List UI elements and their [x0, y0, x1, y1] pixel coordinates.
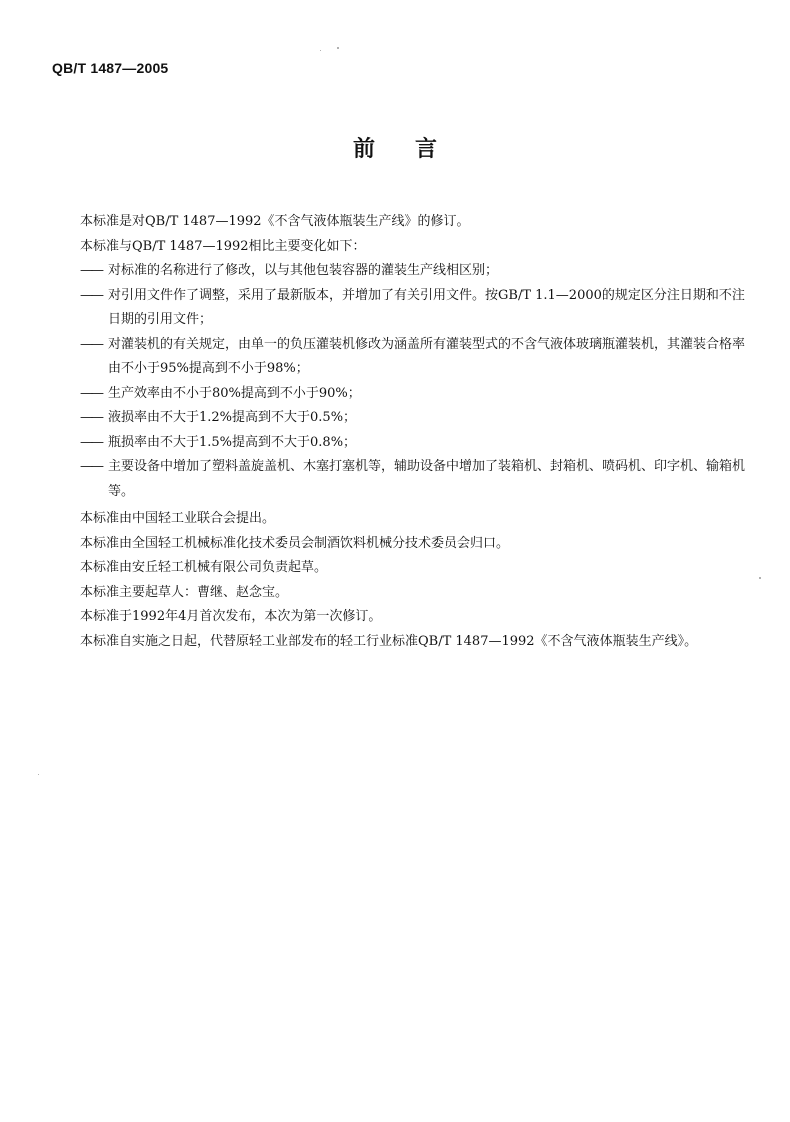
change-text: 液损率由不大于1.2%提高到不大于0.5%； — [108, 410, 357, 425]
change-item — [52, 333, 752, 382]
closing-section — [52, 507, 752, 654]
dash-mark: —— — [80, 263, 102, 278]
change-item — [52, 259, 752, 284]
dash-mark: —— — [80, 385, 102, 401]
closing-paragraph: 本标准于1992年4月首次发布，本次为第一次修订。 — [80, 609, 382, 624]
change-text: 主要设备中增加了塑料盖旋盖机、木塞打塞机等，辅助设备中增加了装箱机、封箱机、喷码机、印字机、输箱机等。 — [108, 459, 746, 499]
change-item — [52, 406, 752, 431]
change-item — [52, 455, 752, 504]
intro-paragraph: 本标准是对QB/T 1487—1992《不含气液体瓶装生产线》的修订。 — [80, 214, 470, 229]
change-text: 生产效率由不小于80%提高到不小于90%； — [108, 385, 361, 401]
scan-speck — [337, 47, 339, 49]
change-item — [52, 431, 752, 456]
dash-mark: —— — [80, 410, 102, 425]
change-text: 对标准的名称进行了修改，以与其他包装容器的灌装生产线相区别； — [108, 263, 499, 278]
change-item — [52, 382, 752, 407]
closing-paragraph: 本标准主要起草人：曹继、赵念宝。 — [80, 584, 289, 600]
closing-paragraph: 本标准由中国轻工业联合会提出。 — [80, 511, 276, 526]
dash-mark: —— — [80, 459, 102, 474]
closing-paragraph: 本标准由全国轻工机械标准化技术委员会制酒饮料机械分技术委员会归口。 — [80, 535, 510, 551]
dash-mark: —— — [80, 434, 102, 450]
page-title: 前言 — [352, 137, 477, 162]
change-text: 对引用文件作了调整，采用了最新版本，并增加了有关引用文件。按GB/T 1.1—2000的规定区分注日期和不注日期的引用文件； — [108, 287, 745, 327]
change-item — [52, 284, 752, 333]
dash-mark: —— — [80, 336, 102, 352]
intro-paragraph: 本标准与QB/T 1487—1992相比主要变化如下： — [80, 238, 366, 254]
intro-section — [52, 210, 752, 504]
change-text: 对灌装机的有关规定，由单一的负压灌装机修改为涵盖所有灌装型式的不含气液体玻璃瓶灌装机，其灌装合格率由不小于95%提高到不小于98%； — [108, 336, 746, 376]
scan-speck — [759, 577, 761, 579]
closing-paragraph: 本标准由安丘轻工机械有限公司负责起草。 — [80, 560, 328, 575]
scan-speck — [38, 774, 39, 775]
scan-speck — [320, 50, 321, 51]
closing-paragraph: 本标准自实施之日起，代替原轻工业部发布的轻工行业标准QB/T 1487—1992《不含气液体瓶装生产线》。 — [80, 633, 698, 649]
standard-code: QB/T 1487—2005 — [52, 60, 169, 76]
dash-mark: —— — [80, 287, 102, 303]
change-text: 瓶损率由不大于1.5%提高到不大于0.8%； — [108, 434, 357, 450]
